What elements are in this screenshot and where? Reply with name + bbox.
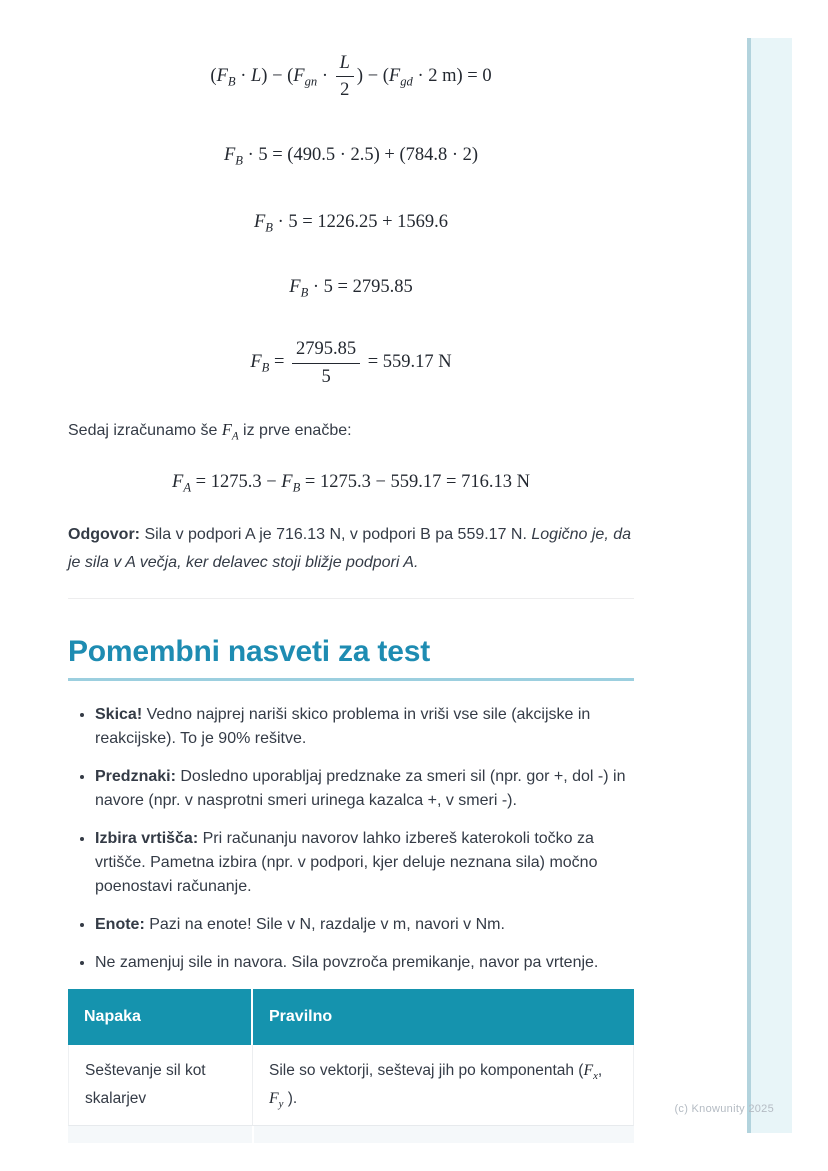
- section-divider: [68, 598, 634, 599]
- formula-torque-balance: $(F_B \cdot L) - (F_{gn}$ · $\frac{L}{2}$ ) − ($F_{gd} \cdot 2$ m) = 0: [210, 53, 492, 101]
- table-header-napaka: Napaka: [68, 989, 253, 1045]
- tip-item-predznaki: • Predznaki: Dosledno uporabljaj predznake za smeri sil (npr. gor +, dol -) in navore (npr. v nasprotni smeri urinega kazalca +, v smeri -).: [95, 765, 634, 813]
- table-header-pravilno: Pravilno: [253, 989, 634, 1045]
- formula-fb-result: $F_B$ = $\frac{2795.85}{5}$ = 559.17 N: [250, 339, 452, 387]
- tip-item-skica: • Skica! Vedno najprej nariši skico problema in vriši vse sile (akcijske in reakcijske). To je 90% rešitve.: [95, 703, 634, 751]
- tip-item-sila-navor: • Ne zamenjuj sile in navora. Sila povzroča premikanje, navor pa vrtenje.: [95, 951, 634, 975]
- paragraph-odgovor: Odgovor: Sila v podpori A je 716.13 N, v podpori B pa 559.17 N. Logično je, da je sila v A večja, ker delavec stoji bližje podpori A.: [68, 525, 632, 571]
- formula-fa-result: $F_A = 1275.3 - F_B = 1275.3 - 559.17 = 716.13$ N: [172, 471, 530, 495]
- table-next-row-partial: [68, 1126, 634, 1143]
- cell-napaka: Seštevanje sil kot skalarjev: [68, 1045, 253, 1126]
- tips-list: [68, 703, 634, 975]
- paragraph-sedaj: Sedaj izračunamo še $F_A$ iz prve enačbe:: [68, 419, 352, 442]
- table-row: [68, 1045, 634, 1126]
- document-content: [68, 0, 634, 1143]
- formula-fb-substitution: $F_B \cdot 5 = (490.5 \cdot 2.5) + (784.8 \cdot 2)$: [223, 145, 479, 169]
- mistakes-table: [68, 989, 634, 1126]
- section-heading: Pomembni nasveti za test: [68, 635, 634, 681]
- formula-fb-sum: $F_B \cdot 5 = 2795.85$: [289, 277, 413, 301]
- watermark: (c) Knowunity 2025: [674, 1103, 774, 1115]
- cell-pravilno: Sile so vektorji, seštevaj jih po komponentah ($F_x$, $F_y$ ).: [253, 1045, 634, 1126]
- formula-fb-products: $F_B \cdot 5 = 1226.25 + 1569.6$: [253, 212, 449, 236]
- tip-item-izbira-vrtisca: • Izbira vrtišča: Pri računanju navorov lahko izbereš katerokoli točko za vrtišče. Pametna izbira (npr. v podpori, kjer deluje neznana sila) močno poenostavi računanje.: [95, 827, 634, 899]
- partial-cell: [68, 1126, 252, 1143]
- partial-cell: [254, 1126, 634, 1143]
- table-header-row: [68, 989, 634, 1045]
- tip-item-enote: • Enote: Pazi na enote! Sile v N, razdalje v m, navori v Nm.: [95, 913, 634, 937]
- page-edge-band: [747, 38, 792, 1133]
